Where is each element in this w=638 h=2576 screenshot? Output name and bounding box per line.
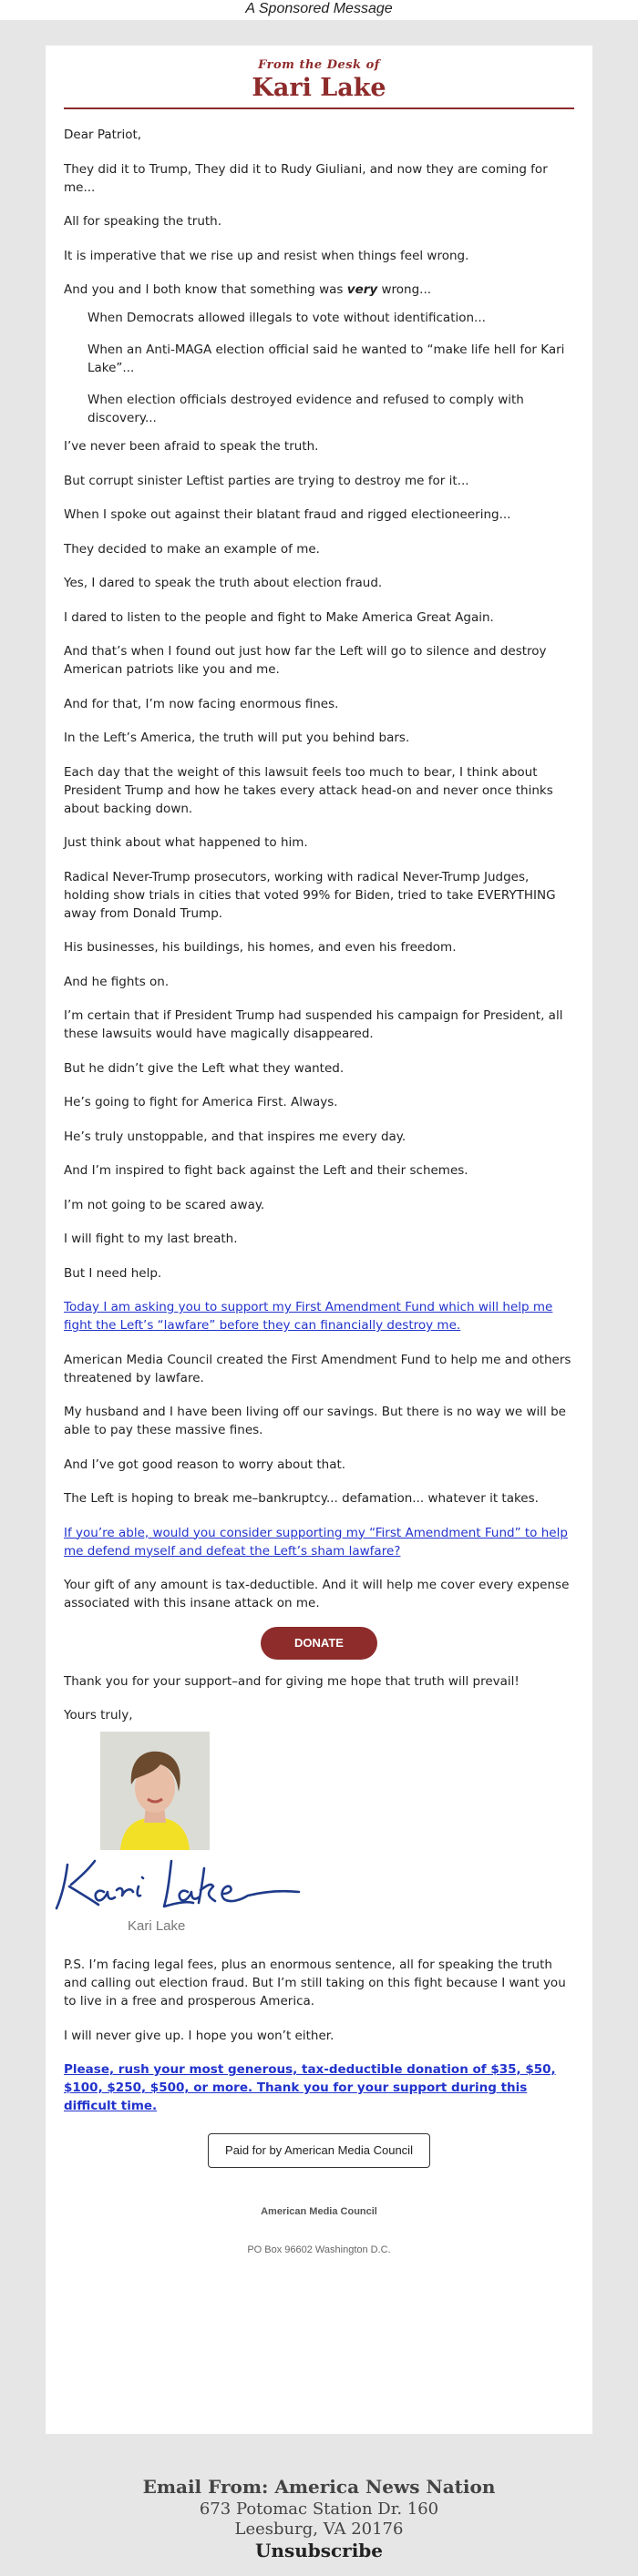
emphasis: very xyxy=(346,282,378,297)
paragraph: And I’m inspired to fight back against the Left and their schemes. xyxy=(64,1163,468,1178)
paragraph: But I need help. xyxy=(64,1265,162,1281)
text: And you and I both know that something was xyxy=(64,282,347,297)
greeting: Dear Patriot, xyxy=(64,128,142,142)
paragraph: American Media Council created the First Amendment Fund to help me and others threatened by lawfare. xyxy=(64,1352,571,1385)
paragraph: Your gift of any amount is tax-deductible. And it will help me cover every expense associated with this insane attack on me. xyxy=(64,1578,570,1610)
letter-header xyxy=(46,46,592,102)
sender-name-title: Kari Lake xyxy=(252,74,386,102)
postscript: P.S. I’m facing legal fees, plus an enormous sentence, all for speaking the truth and calling out election fraud. But I’m still taking on this fight because I want you to live in a free and prosperous America. xyxy=(64,1958,566,2009)
paragraph: I’m certain that if President Trump had suspended his campaign for President, all these lawsuits would have magically disappeared. xyxy=(64,1008,563,1041)
donate-wrapper xyxy=(64,1627,574,1660)
paragraph: He’s going to fight for America First. Always. xyxy=(64,1095,338,1109)
paragraph: His businesses, his buildings, his homes, and even his freedom. xyxy=(64,940,457,955)
paragraph: They did it to Trump, They did it to Rudy Giuliani, and now they are coming for me... xyxy=(64,161,548,195)
letter-body xyxy=(46,109,592,2259)
footer-city-line: Leesburg, VA 20176 xyxy=(234,2520,404,2539)
paragraph: When I spoke out against their blatant fraud and rigged electioneering... xyxy=(64,507,511,522)
paragraph: I’ve never been afraid to speak the truth. xyxy=(64,439,319,454)
org-name: American Media Council xyxy=(261,2206,377,2217)
donate-button[interactable]: DONATE xyxy=(261,1627,377,1660)
paragraph: Radical Never-Trump prosecutors, working with radical Never-Trump Judges, holding show trials in cities that voted 99% for Biden, tried to take EVERYTHING away from Donald Trump. xyxy=(64,869,556,921)
indented-paragraph: When Democrats allowed illegals to vote without identification... xyxy=(87,311,486,325)
paid-for-box: Paid for by American Media Council xyxy=(208,2133,430,2168)
portrait-image xyxy=(100,1732,210,1850)
signature-scrawl xyxy=(51,1852,343,1916)
indented-paragraph: When an Anti-MAGA election official said he wanted to “make life hell for Kari Lake”... xyxy=(87,342,565,375)
paragraph: I will fight to my last breath. xyxy=(64,1232,238,1246)
paragraph: In the Left’s America, the truth will put you behind bars. xyxy=(64,731,410,745)
paid-for-wrapper xyxy=(64,2133,574,2168)
paragraph: I will never give up. I hope you won’t either. xyxy=(64,2028,334,2043)
sponsored-banner: A Sponsored Message xyxy=(0,0,638,20)
paragraph: But corrupt sinister Leftist parties are trying to destroy me for it... xyxy=(64,473,469,488)
paragraph: Each day that the weight of this lawsuit feels too much to bear, I think about President Trump and how he takes every attack head-on and never once thinks about backing down. xyxy=(64,764,553,816)
indented-paragraph: When election officials destroyed evidence and refused to comply with discovery... xyxy=(87,393,524,425)
text: wrong... xyxy=(377,282,432,297)
paragraph: The Left is hoping to break me–bankruptcy... defamation... whatever it takes. xyxy=(64,1491,539,1506)
first-amendment-fund-link[interactable]: If you’re able, would you consider supporting my “First Amendment Fund” to help me defend myself and defeat the Left’s sham lawfare? xyxy=(64,1525,568,1559)
paragraph xyxy=(64,2060,574,2115)
paragraph: And for that, I’m now facing enormous fines. xyxy=(64,696,339,711)
paragraph: Just think about what happened to him. xyxy=(64,835,308,850)
paragraph: My husband and I have been living off our savings. But there is no way we will be able to pay these massive fines. xyxy=(64,1405,566,1437)
paragraph: But he didn’t give the Left what they wanted. xyxy=(64,1060,345,1076)
signature-name: Kari Lake xyxy=(128,1918,186,1934)
paragraph xyxy=(64,281,574,299)
closing: Yours truly, xyxy=(64,1708,133,1722)
paragraph: I’m not going to be scared away. xyxy=(64,1197,265,1212)
email-footer xyxy=(0,2452,638,2576)
unsubscribe-link[interactable]: Unsubscribe xyxy=(254,2540,384,2561)
org-address: PO Box 96602 Washington D.C. xyxy=(247,2244,391,2255)
paragraph: It is imperative that we rise up and resist when things feel wrong. xyxy=(64,248,469,263)
support-fund-link[interactable]: Today I am asking you to support my First Amendment Fund which will help me fight the Left’s “lawfare” before they can financially destroy me. xyxy=(64,1300,553,1333)
letter-card xyxy=(46,46,592,2434)
signature xyxy=(64,1852,574,1916)
footer-sender: Email From: America News Nation xyxy=(142,2476,496,2498)
donation-amounts-link[interactable]: Please, rush your most generous, tax-deductible donation of $35, $50, $100, $250, $500, or more. Thank you for your support during this difficult time. xyxy=(64,2062,556,2113)
paragraph: Yes, I dared to speak the truth about election fraud. xyxy=(64,576,383,590)
paragraph: And he fights on. xyxy=(64,974,170,989)
from-desk-label: From the Desk of xyxy=(258,58,380,72)
paragraph xyxy=(64,1298,574,1334)
paragraph: They decided to make an example of me. xyxy=(64,541,320,557)
paragraph: And that’s when I found out just how far the Left will go to silence and destroy American patriots like you and me. xyxy=(64,644,547,677)
paragraph: All for speaking the truth. xyxy=(64,214,222,229)
footer-address-line: 673 Potomac Station Dr. 160 xyxy=(199,2499,439,2519)
paragraph: Thank you for your support–and for giving me hope that truth will prevail! xyxy=(64,1673,520,1689)
paragraph: And I’ve got good reason to worry about that. xyxy=(64,1457,346,1472)
paragraph: He’s truly unstoppable, and that inspires me every day. xyxy=(64,1129,406,1144)
portrait-photo xyxy=(100,1732,210,1850)
paragraph: I dared to listen to the people and fight to Make America Great Again. xyxy=(64,609,494,625)
paragraph xyxy=(64,1524,574,1560)
